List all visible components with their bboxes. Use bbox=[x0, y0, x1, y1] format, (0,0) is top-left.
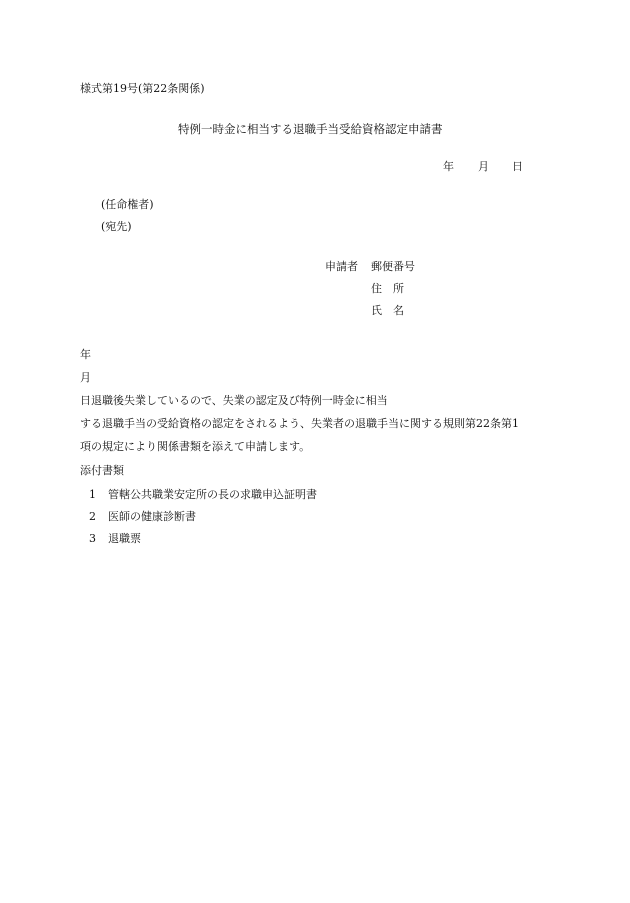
document-title: 特例一時金に相当する退職手当受給資格認定申請書 bbox=[178, 122, 443, 136]
form-number: 様式第19号(第22条関係) bbox=[80, 82, 205, 95]
statement-line-2: する退職手当の受給資格の認定をされるよう、失業者の退職手当に関する規則第22条第1 bbox=[80, 417, 519, 430]
statement-month-label: 月 bbox=[80, 371, 91, 384]
date-day-label: 日 bbox=[512, 160, 523, 173]
applicant-label: 申請者 bbox=[325, 260, 358, 273]
date-month-label: 月 bbox=[478, 160, 489, 173]
attachments-heading: 添付書類 bbox=[80, 464, 124, 477]
attachment-number: 3 bbox=[89, 532, 96, 545]
statement-line-1-text: 日退職後失業しているので、失業の認定及び特例一時金に相当 bbox=[80, 394, 388, 407]
address-label: 住 所 bbox=[371, 282, 404, 295]
attachment-number: 2 bbox=[89, 510, 96, 523]
statement-line-1 bbox=[80, 343, 552, 412]
attachment-item: 退職票 bbox=[108, 532, 141, 545]
attachment-item: 医師の健康診断書 bbox=[108, 510, 196, 523]
application-statement bbox=[80, 343, 552, 458]
attachment-number: 1 bbox=[89, 488, 96, 501]
postal-code-label: 郵便番号 bbox=[371, 260, 415, 273]
date-year-label: 年 bbox=[443, 160, 454, 173]
statement-year-label: 年 bbox=[80, 348, 91, 361]
addressee-label: (宛先) bbox=[101, 220, 132, 233]
name-label: 氏 名 bbox=[371, 304, 404, 317]
statement-line-3: 項の規定により関係書類を添えて申請します。 bbox=[80, 440, 311, 453]
attachment-item: 管轄公共職業安定所の長の求職申込証明書 bbox=[108, 488, 317, 501]
appointing-authority: (任命権者) bbox=[101, 198, 154, 211]
